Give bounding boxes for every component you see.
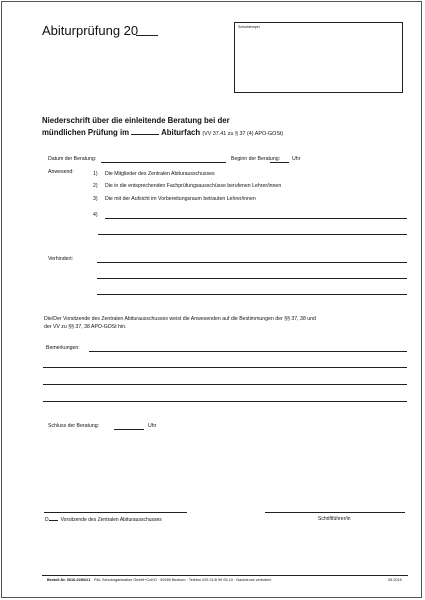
start-time-blank-line[interactable] <box>270 162 289 163</box>
present-blank-line-2[interactable] <box>98 234 407 235</box>
remarks-blank-line-3[interactable] <box>43 384 407 385</box>
chair-gender-blank[interactable] <box>49 516 58 521</box>
remarks-blank-line-2[interactable] <box>43 367 407 368</box>
end-time-blank-line[interactable] <box>114 429 144 430</box>
end-unit: Uhr <box>148 423 157 429</box>
date-label: Datum der Beratung: <box>48 156 97 162</box>
heading-subject-word: Abiturfach <box>161 128 201 137</box>
absent-blank-line-2[interactable] <box>97 278 407 279</box>
present-item-3-num: 3) <box>93 196 98 202</box>
footer-date: 05.2015 <box>388 578 402 582</box>
heading-reference: (VV 37.41 zu § 37 (4) APO-GOSt) <box>202 131 284 137</box>
start-label: Beginn der Beratung: <box>231 156 281 162</box>
form-heading-line2 <box>42 128 283 137</box>
statement-line1: Die/Der Vorsitzende des Zentralen Abiturausschusses weist die Anwesenden auf die Bestimmungen der §§ 37, 38 und <box>44 316 316 322</box>
footer-order-number: Bestell-Nr. 0616-0280/21 <box>47 578 91 582</box>
present-blank-line-1[interactable] <box>105 218 407 219</box>
absent-blank-line-1[interactable] <box>97 262 407 263</box>
chair-label: Vorsitzende des Zentralen Abiturausschusses <box>60 517 162 523</box>
remarks-label: Bemerkungen: <box>46 345 80 351</box>
form-heading-line1: Niederschrift über die einleitende Beratung bei der <box>42 116 230 125</box>
chair-prefix: D <box>45 517 49 523</box>
statement-line2: der VV zu §§ 37, 38 APO-GOSt hin. <box>44 324 127 330</box>
remarks-blank-line-1[interactable] <box>89 351 407 352</box>
date-blank-line[interactable] <box>101 162 226 163</box>
secretary-signature-label: Schriftführer/in <box>318 516 351 522</box>
form-page <box>1 1 422 598</box>
heading-prefix: mündlichen Prüfung im <box>42 128 130 137</box>
chair-signature-label <box>45 516 162 523</box>
absent-blank-line-3[interactable] <box>97 294 407 295</box>
secretary-signature-line[interactable] <box>265 512 405 513</box>
school-stamp-box <box>234 22 403 93</box>
present-item-1-text: Die Mitglieder des Zentralen Abiturausschusses <box>105 171 215 177</box>
page-title: Abiturprüfung 20 <box>42 23 139 38</box>
chair-signature-line[interactable] <box>44 512 187 513</box>
subject-blank-line[interactable] <box>131 128 159 135</box>
end-label: Schluss der Beratung: <box>48 423 100 429</box>
stamp-label: Schulstempel <box>238 25 260 29</box>
present-label: Anwesend: <box>48 169 74 175</box>
present-item-2-text: Die in die entsprechenden Fachprüfungsausschüsse berufenen Lehrer/innen <box>105 183 282 189</box>
present-item-1-num: 1) <box>93 171 98 177</box>
start-unit: Uhr <box>292 156 301 162</box>
footer-publisher: P&L Schulorganisation GmbH+CoKG · 59269 Beckum · Telefon 025 21/8 99 05-10 · Nachdruck verboten! <box>94 578 272 582</box>
present-item-2-num: 2) <box>93 183 98 189</box>
present-item-4-num: 4) <box>93 212 98 218</box>
absent-label: Verhindert: <box>48 256 74 262</box>
footer-divider <box>42 575 408 576</box>
present-item-3-text: Die mit der Aufsicht im Vorbereitungsraum betrauten Lehrer/innen <box>105 196 256 202</box>
year-blank-line[interactable] <box>136 35 158 36</box>
remarks-blank-line-4[interactable] <box>43 401 407 402</box>
